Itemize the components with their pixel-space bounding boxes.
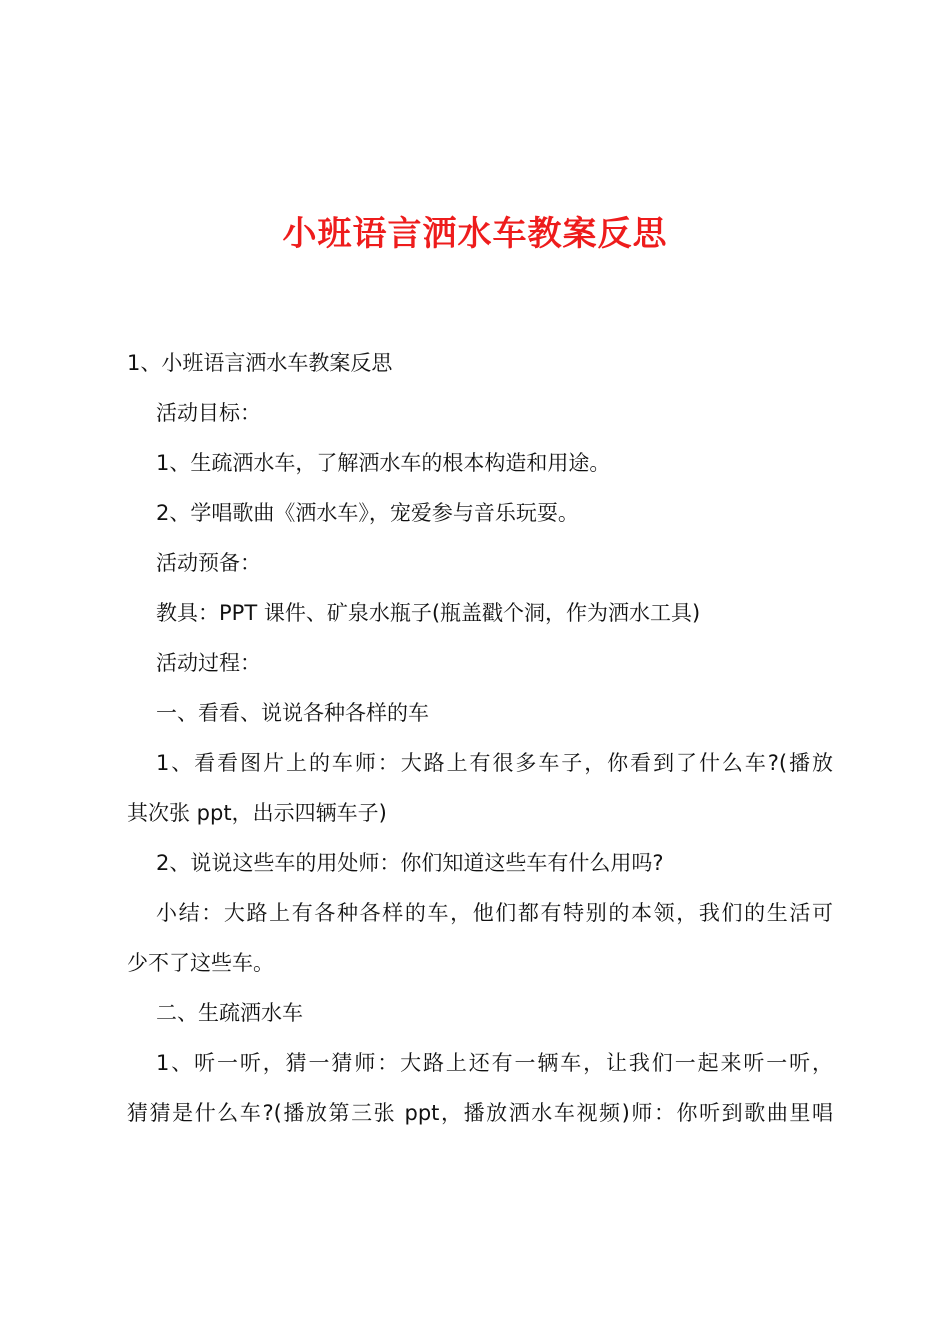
paragraph-line: 其次张 ppt，出示四辆车子)	[127, 801, 387, 825]
paragraph-line: 教具：PPT 课件、矿泉水瓶子(瓶盖戳个洞，作为洒水工具)	[156, 601, 701, 625]
document-body	[127, 338, 833, 1138]
paragraph-line: 一、看看、说说各种各样的车	[156, 701, 429, 725]
paragraph-line: 1、看看图片上的车师：大路上有很多车子，你看到了什么车?(播放	[156, 751, 833, 775]
paragraph-line: 2、学唱歌曲《洒水车》，宠爱参与音乐玩耍。	[156, 501, 579, 525]
paragraph-line: 二、生疏洒水车	[156, 1001, 303, 1025]
paragraph-line: 活动预备：	[156, 551, 261, 575]
paragraph-line: 猜猜是什么车?(播放第三张 ppt，播放洒水车视频)师：你听到歌曲里唱	[127, 1101, 833, 1125]
paragraph-line: 少不了这些车。	[127, 951, 274, 975]
paragraph-line: 活动目标：	[156, 401, 261, 425]
paragraph-line: 活动过程：	[156, 651, 261, 675]
paragraph-line: 1、小班语言洒水车教案反思	[127, 351, 393, 375]
paragraph-line: 1、听一听，猜一猜师：大路上还有一辆车，让我们一起来听一听，	[156, 1051, 833, 1075]
paragraph-line: 2、说说这些车的用处师：你们知道这些车有什么用吗?	[156, 851, 664, 875]
document-title: 小班语言洒水车教案反思	[282, 214, 668, 254]
paragraph-line: 1、生疏洒水车，了解洒水车的根本构造和用途。	[156, 451, 611, 475]
paragraph-line: 小结：大路上有各种各样的车，他们都有特别的本领，我们的生活可	[156, 901, 833, 925]
